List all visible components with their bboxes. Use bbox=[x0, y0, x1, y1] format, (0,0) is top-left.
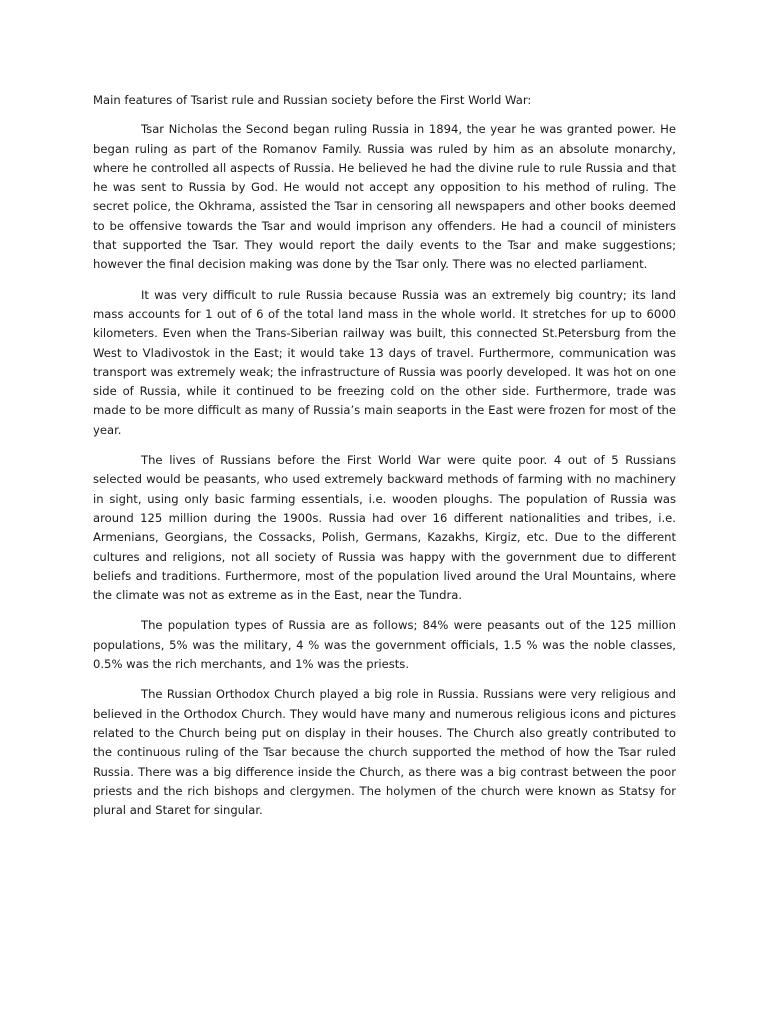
paragraph-tsar-nicholas: Tsar Nicholas the Second began ruling Russia in 1894, the year he was granted power. He began ruling as part of the Romanov Family. Russia was ruled by him as an absolute monarchy, where he controlled all aspects of Russia. He believed he had the divine rule to rule Russia and that he was sent to Russia by God. He would not accept any opposition to his method of ruling. The secret police, the Okhrama, assisted the Tsar in censoring all newspapers and other books deemed to be offensive towards the Tsar and would imprison any offenders. He had a council of ministers that supported the Tsar. They would report the daily events to the Tsar and make suggestions; however the final decision making was done by the Tsar only. There was no elected parliament. bbox=[93, 122, 676, 272]
document-heading: Main features of Tsarist rule and Russian society before the First World War: bbox=[93, 93, 532, 107]
paragraph-geography: It was very difficult to rule Russia because Russia was an extremely big country; its land mass accounts for 1 out of 6 of the total land mass in the whole world. It stretches for up to 6000 kilometers. Even when the Trans-Siberian railway was built, this connected St.Petersburg from the West to Vladivostok in the East; it would take 13 days of travel. Furthermore, communication was transport was extremely weak; the infrastructure of Russia was poorly developed. It was hot on one side of Russia, while it continued to be freezing cold on the other side. Furthermore, trade was made to be more difficult as many of Russia’s main seaports in the East were frozen for most of the year. bbox=[93, 287, 676, 437]
paragraph-population-types: The population types of Russia are as follows; 84% were peasants out of the 125 million populations, 5% was the military, 4 % was the government officials, 1.5 % was the noble classes, 0.5% was the rich merchants, and 1% was the priests. bbox=[93, 618, 676, 672]
paragraph-orthodox-church: The Russian Orthodox Church played a big role in Russia. Russians were very religious and believed in the Orthodox Church. They would have many and numerous religious icons and pictures related to the Church being put on display in their houses. The Church also greatly contributed to the continuous ruling of the Tsar because the church supported the method of how the Tsar ruled Russia. There was a big difference inside the Church, as there was a big contrast between the poor priests and the rich bishops and clergymen. The holymen of the church were known as Statsy for plural and Staret for singular. bbox=[93, 687, 676, 818]
paragraph-lives-of-russians: The lives of Russians before the First World War were quite poor. 4 out of 5 Russians selected would be peasants, who used extremely backward methods of farming with no machinery in sight, using only basic farming essentials, i.e. wooden ploughs. The population of Russia was around 125 million during the 1900s. Russia had over 16 different nationalities and tribes, i.e. Armenians, Georgians, the Cossacks, Polish, Germans, Kazakhs, Kirgiz, etc. Due to the different cultures and religions, not all society of Russia was happy with the government due to different beliefs and traditions. Furthermore, most of the population lived around the Ural Mountains, where the climate was not as extreme as in the East, near the Tundra. bbox=[93, 453, 676, 603]
document-page bbox=[93, 91, 676, 831]
